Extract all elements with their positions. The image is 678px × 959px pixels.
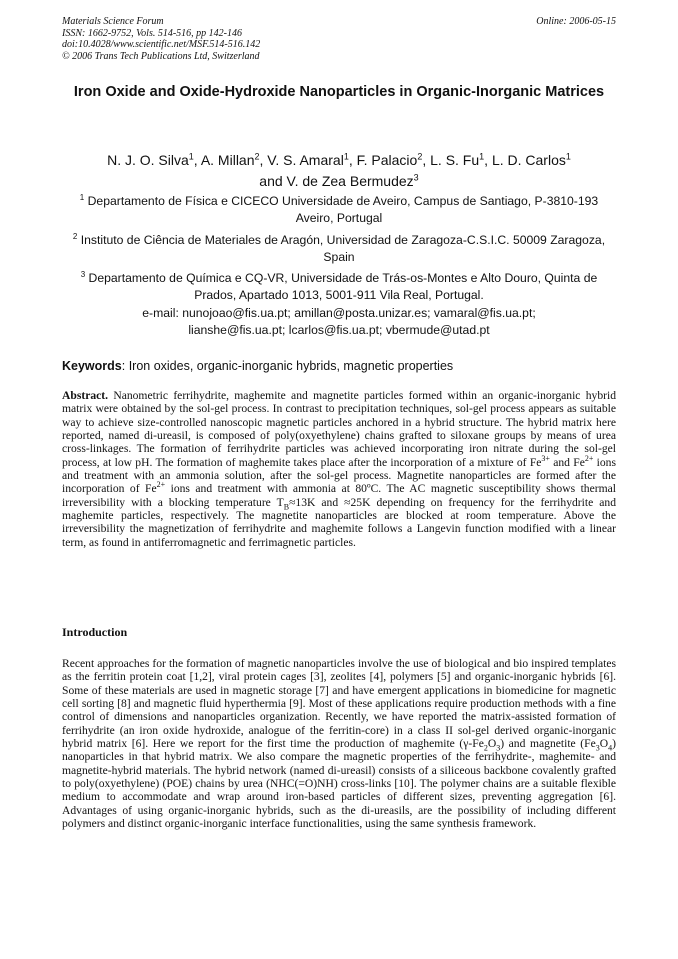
author: L. S. Fu$^1$,	[430, 151, 492, 168]
affiliation-2: $^2$ Instituto de Ciência de Materiales de Aragón, Universidad de Zaragoza-C.S.I.C. 50009 Zaragoza, Spain	[72, 232, 606, 265]
introduction-heading: Introduction	[62, 625, 128, 639]
paper-title: Iron Oxide and Oxide-Hydroxide Nanoparticles in Organic-Inorganic Matrices	[73, 84, 605, 100]
keywords-label: Keywords	[62, 359, 122, 373]
online-date: Online: 2006-05-15	[536, 16, 616, 27]
email-line-1: e-mail: nunojoao@fis.ua.pt; amillan@posta.unizar.es; vamaral@fis.ua.pt;	[142, 306, 536, 320]
issn-line: ISSN: 1662-9752, Vols. 514-516, pp 142-146	[62, 27, 242, 39]
journal-name: Materials Science Forum	[62, 16, 164, 27]
author: V. S. Amaral$^1$,	[267, 151, 357, 168]
email-block	[62, 305, 616, 339]
affiliation-3: $^3$ Departamento de Química e CQ-VR, Universidade de Trás-os-Montes e Alto Douro, Quinta de Prados, Apartado 1013, 5001-911 Vila Real, Portugal.	[80, 270, 598, 303]
author: F. Palacio$^2$,	[356, 151, 431, 168]
keywords	[62, 358, 616, 374]
author: N. J. O. Silva$^1$,	[107, 151, 201, 168]
copyright-line: © 2006 Trans Tech Publications Ltd, Switzerland	[62, 50, 260, 62]
keywords-text: : Iron oxides, organic-inorganic hybrids, magnetic properties	[121, 359, 454, 373]
author: L. D. Carlos$^1$	[491, 151, 571, 168]
author: and V. de Zea Bermudez$^3$	[259, 172, 419, 190]
author: A. Millan$^2$,	[200, 151, 268, 168]
abstract: Abstract. Nanometric ferrihydrite, maghemite and magnetite particles formed within an organic-inorganic hybrid matrix were obtained by the sol-gel process. In contrast to precipitation techniques, sol-gel process appears as suitable way to achieve size-controlled nanoscopic magnetic particles anchored in a hybrid structure. The hybrid matrix here reported, named di-ureasil, is composed of poly(oxyethylene) chains grafted to siloxane groups by means of urea cross-linkages. The formation of ferrihydrite particles was achieved incorporating iron nitrate during the sol-gel process, at low pH. The formation of maghemite takes place after the incorporation of a mixture of $Fe^{3+}$ and $Fe^{2+}$ ions and treatment with an ammonia solution, after the sol-gel process. Magnetite nanoparticles are formed after the incorporation of $Fe^{2+}$ ions and treatment with ammonia at 80ºC. The AC magnetic susceptibility shows thermal irreversibility with a blocking temperature $T_B\approx 13K$ and ≈25K depending on frequency for the ferrihydrite and maghemite particles, respectively. The magnetite nanoparticles are blocked at room temperature. Above the irreversibility the magnetization of ferrihydrite and maghemite follows a Langevin function modified with a linear term, as found in antiferromagnetic and ferrimagnetic particles.	[62, 389, 616, 549]
email-line-2: lianshe@fis.ua.pt; lcarlos@fis.ua.pt; vbermude@utad.pt	[188, 323, 490, 337]
doi-line: doi:10.4028/www.scientific.net/MSF.514-516.142	[62, 39, 261, 50]
journal-header	[62, 16, 616, 62]
introduction-body: Recent approaches for the formation of magnetic nanoparticles involve the use of biological and bio inspired templates as the ferritin protein coat [1,2], viral protein cages [3], zeolites [4], polymers [5] and organic-inorganic hybrids [6]. Some of these materials are used in magnetic storage [7] and have emergent applications in biomedicine for magnetic cell sorting [8] and magnetic fluid hyperthermia [9]. Most of these applications require production methods with a fine control of dimensions and nanoparticles organization. Recently, we have reported the matrix-assisted formation of ferrihydrite (an iron oxide hydroxide, analogue of the ferritin-core) in a class II sol-gel derived organic-inorganic hybrid matrix [6]. Here we report for the first time the production of maghemite $(\gamma-Fe_2O_3)$ and magnetite $(Fe_3O_4)$ nanoparticles in that hybrid matrix. We also compare the magnetic properties of the ferrihydrite-, maghemite- and magnetite-hybrid materials. The hybrid network (named di-ureasil) consists of a siliceous backbone covalently grafted to poly(oxyethylene) (POE) chains by urea (NHC(=O)NH) cross-links [10]. The polymer chains are a suitable flexible medium to accommodate and wrap around iron-based particles of different sizes, preventing aggregation [6]. Advantages of using organic-inorganic hybrids, such as the di-ureasils, are the possibility of including different polymers and distinct organic-inorganic interface functionalities, using the same synthesis framework.	[62, 657, 616, 831]
abstract-label: Abstract.	[62, 389, 109, 402]
author-list	[62, 147, 616, 190]
affiliation-1: $^1$ Departamento de Física e CICECO Universidade de Aveiro, Campus de Santiago, P-3810-193 Aveiro, Portugal	[79, 193, 599, 226]
